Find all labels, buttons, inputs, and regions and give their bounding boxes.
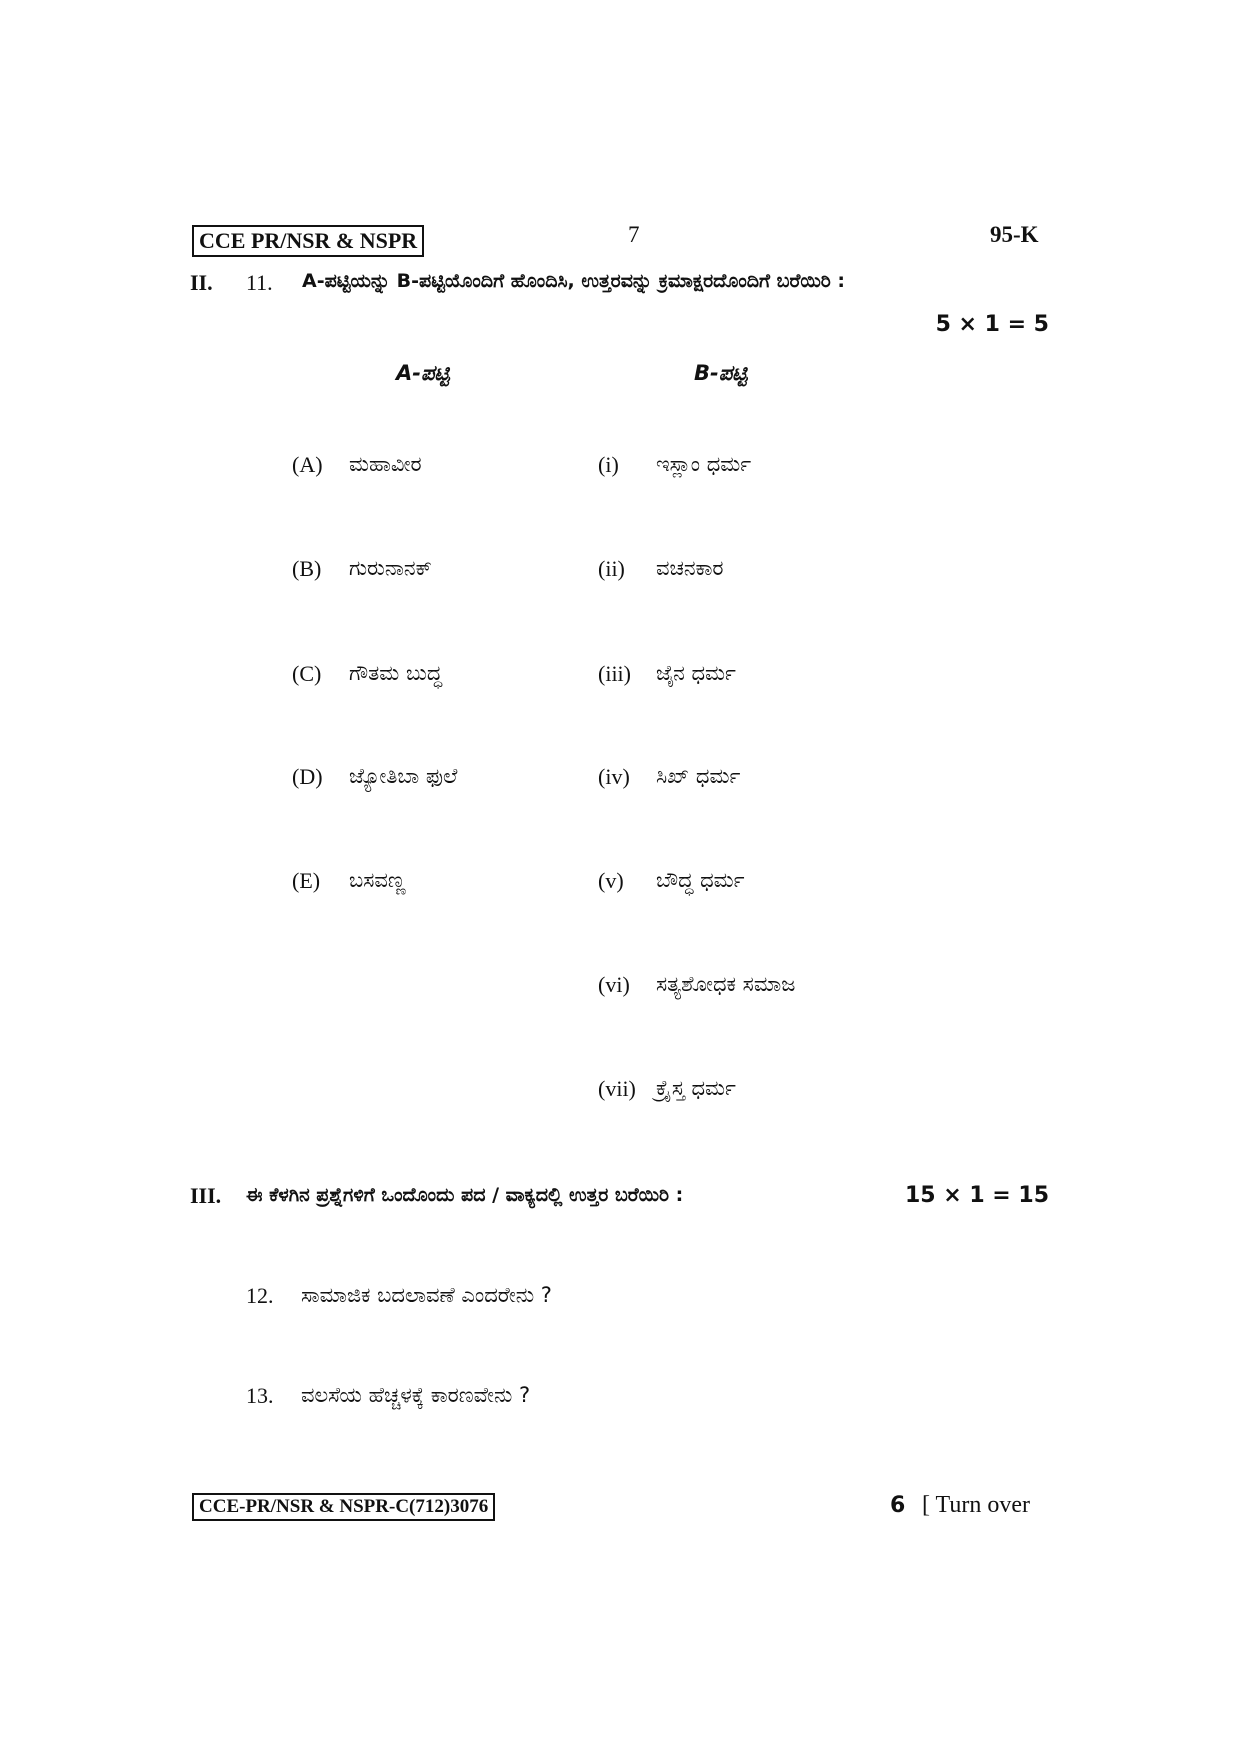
question-11-number: 11. <box>246 270 273 295</box>
section-3-instruction: ಈ ಕೆಳಗಿನ ಪ್ರಶ್ನೆಗಳಿಗೆ ಒಂದೊಂದು ಪದ / ವಾಕ್ಯದಲ್ಲಿ ಉತ್ತರ ಬರೆಯಿರಿ : <box>246 1184 684 1206</box>
section-2-instruction: A-ಪಟ್ಟಿಯನ್ನು B-ಪಟ್ಟಿಯೊಂದಿಗೆ ಹೊಂದಿಸಿ, ಉತ್ತರವನ್ನು ಕ್ರಮಾಕ್ಷರದೊಂದಿಗೆ ಬರೆಯಿರಿ : <box>302 270 845 292</box>
item-text: ಜೈನ ಧರ್ಮ <box>656 661 736 685</box>
question-text: ವಲಸೆಯ ಹೆಚ್ಚಳಕ್ಕೆ ಕಾರಣವೇನು ? <box>301 1383 531 1407</box>
item-label: (iv) <box>598 764 630 789</box>
item-text: ಬಸವಣ್ಣ <box>349 868 406 892</box>
item-label: (iii) <box>598 661 631 686</box>
item-text: ಗುರುನಾನಕ್ <box>349 556 432 580</box>
footer-code-box: CCE-PR/NSR & NSPR-C(712)3076 <box>192 1493 495 1521</box>
question-text: ಸಾಮಾಜಿಕ ಬದಲಾವಣೆ ಎಂದರೇನು ? <box>301 1283 552 1307</box>
item-text: ಬೌದ್ಧ ಧರ್ಮ <box>656 868 745 892</box>
item-label: (i) <box>598 452 619 477</box>
paper-code: 95-K <box>990 222 1039 247</box>
question-number: 13. <box>246 1383 274 1408</box>
item-label: (E) <box>292 868 321 893</box>
item-text: ಸತ್ಯಶೋಧಕ ಸಮಾಜ <box>656 972 796 996</box>
item-text: ಗೌತಮ ಬುದ್ಧ <box>349 661 443 685</box>
footer-count: 6 <box>890 1493 906 1518</box>
item-label: (v) <box>598 868 624 893</box>
item-label: (vii) <box>598 1076 636 1101</box>
item-label: (A) <box>292 452 323 477</box>
item-label: (ii) <box>598 556 625 581</box>
question-number: 12. <box>246 1283 274 1308</box>
item-label: (D) <box>292 764 323 789</box>
page-number: 7 <box>628 222 640 247</box>
item-label: (vi) <box>598 972 630 997</box>
section-3-roman: III. <box>190 1183 222 1208</box>
item-text: ಇಸ್ಲಾಂ ಧರ್ಮ <box>656 452 752 476</box>
turn-over: [ Turn over <box>922 1492 1031 1518</box>
section-3-marks: 15 × 1 = 15 <box>904 1183 1049 1208</box>
col-a-title: A-ಪಟ್ಟಿ <box>396 361 450 385</box>
item-text: ಜ್ಯೋತಿಬಾ ಫುಲೆ <box>349 764 458 788</box>
item-label: (C) <box>292 661 322 686</box>
header-code-box: CCE PR/NSR & NSPR <box>192 225 424 257</box>
section-2-marks: 5 × 1 = 5 <box>935 312 1049 337</box>
item-text: ವಚನಕಾರ <box>656 556 724 580</box>
section-2-roman: II. <box>190 270 213 295</box>
col-b-title: B-ಪಟ್ಟಿ <box>694 361 748 385</box>
item-text: ಕ್ರೈಸ್ತ ಧರ್ಮ <box>656 1076 736 1100</box>
item-text: ಸಿಖ್ ಧರ್ಮ <box>656 764 741 788</box>
item-text: ಮಹಾವೀರ <box>349 452 422 476</box>
item-label: (B) <box>292 556 322 581</box>
